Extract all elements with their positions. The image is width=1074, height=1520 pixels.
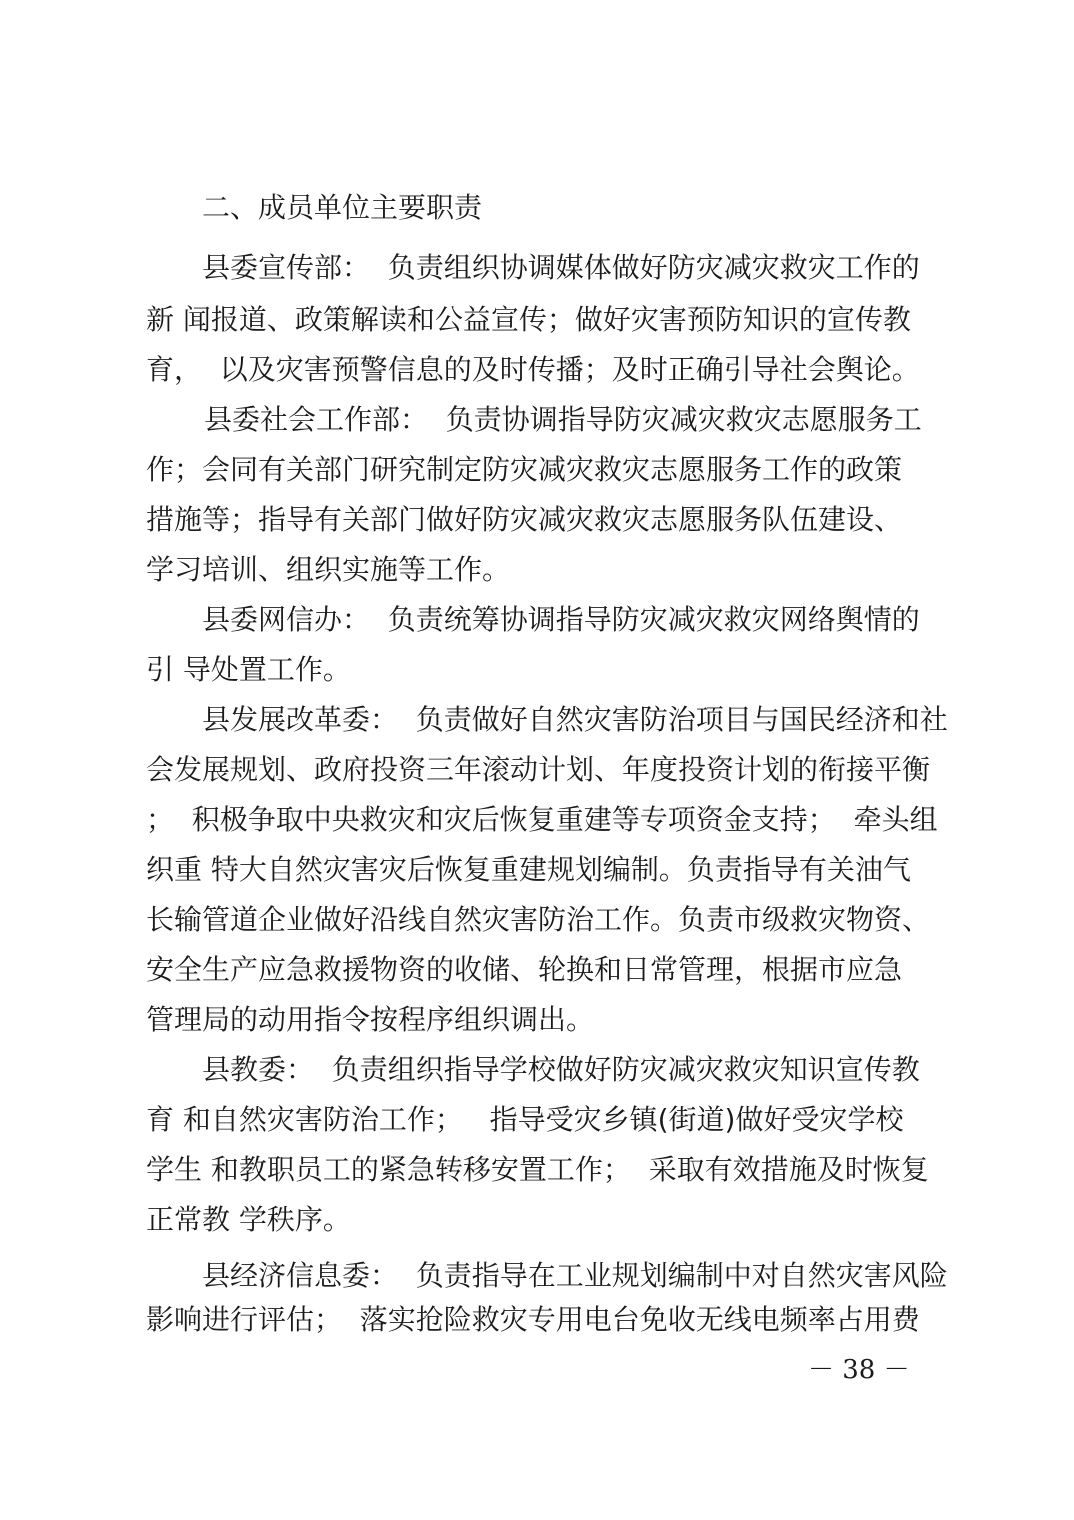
paragraph-line: 县经济信息委： 负责指导在工业规划编制中对自然灾害风险 [202,1259,948,1292]
paragraph-line: 县教委： 负责组织指导学校做好防灾减灾救灾知识宣传教 [202,1053,920,1086]
paragraph-line: 学生 和教职员工的紧急转移安置工作； 采取有效措施及时恢复 [146,1153,929,1186]
paragraph-line: 引 导处置工作。 [146,653,351,686]
paragraph-line: ； 积极争取中央救灾和灾后恢复重建等专项资金支持； 牵头组 [146,803,938,836]
paragraph-line: 育， 以及灾害预警信息的及时传播；及时正确引导社会舆论。 [146,353,920,386]
page-number: － 38 － [808,1355,910,1385]
paragraph-line: 作；会同有关部门研究制定防灾减灾救灾志愿服务工作的政策 [146,453,903,486]
paragraph-line: 县发展改革委： 负责做好自然灾害防治项目与国民经济和社 [202,703,948,736]
section-heading: 二、成员单位主要职责 [202,191,483,224]
paragraph-line: 长输管道企业做好沿线自然灾害防治工作。负责市级救灾物资、 [146,903,931,936]
paragraph-line: 正常教 学秩序。 [146,1203,351,1236]
paragraph-line: 织重 特大自然灾害灾后恢复重建规划编制。负责指导有关油气 [146,853,911,886]
paragraph-line: 育 和自然灾害防治工作； 指导受灾乡镇(街道)做好受灾学校 [146,1103,904,1136]
paragraph-line: 安全生产应急救援物资的收储、轮换和日常管理，根据市应急 [146,953,903,986]
paragraph-line: 管理局的动用指令按程序组织调出。 [146,1003,595,1036]
paragraph-line: 县委宣传部： 负责组织协调媒体做好防灾减灾救灾工作的 [202,251,920,284]
paragraph-line: 学习培训、组织实施等工作。 [146,553,511,586]
paragraph-line: 县委网信办： 负责统筹协调指导防灾减灾救灾网络舆情的 [202,603,920,636]
paragraph-line: 县委社会工作部： 负责协调指导防灾减灾救灾志愿服务工 [204,403,922,436]
paragraph-line: 会发展规划、政府投资三年滚动计划、年度投资计划的衔接平衡 [146,753,931,786]
paragraph-line: 措施等；指导有关部门做好防灾减灾救灾志愿服务队伍建设、 [146,503,903,536]
paragraph-line: 影响进行评估； 落实抢险救灾专用电台免收无线电频率占用费 [146,1303,920,1336]
paragraph-line: 新 闻报道、政策解读和公益宣传；做好灾害预防知识的宣传教 [146,303,911,336]
